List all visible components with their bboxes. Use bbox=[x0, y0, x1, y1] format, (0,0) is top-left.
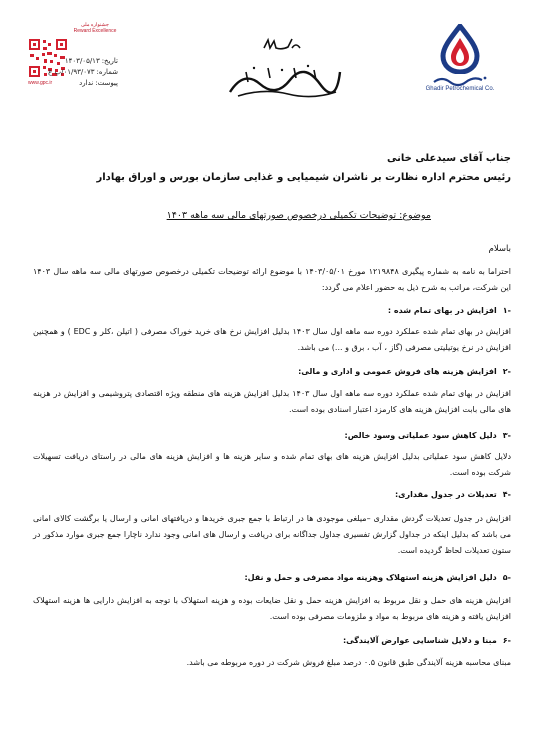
meta-number: شماره:۰۱/۹۳/۰۷۳/پ غ bbox=[48, 68, 118, 76]
subject-line: موضوع: توضیحات تکمیلی درخصوص صورتهای مالی سه ماهه ۱۴۰۳ bbox=[166, 210, 431, 221]
section-body: افزایش هزینه های حمل و نقل مربوط به افزایش هزینه حمل و نقل ضایعات بوده و هزینه استهلاک با توجه به افزایش دارایی ها هزینه استهلاک افزایش یافته و هزینه های مربوط به مواد و ملزومات مصرفی بوده است. bbox=[33, 596, 511, 621]
reference-block bbox=[28, 22, 118, 98]
logo-caption: Ghadir Petrochemical Co. bbox=[425, 86, 495, 92]
section-body: افزایش در جدول تعدیلات گردش مقداری –میلغی موجودی ها در ارتباط با جمع جبری خریدها و دریافتهای امانی و ارسال یا برگشت کالای امانی می باشد که بدلیل اینکه در جداول گزارش تفسیری جداول جداگانه برای دریافت و ارسال های امانی وجود ندارد ناچارا جمع جبری موارد مذکور در ستون تعدیلات لحاظ گردیده است. bbox=[33, 514, 511, 555]
excellence-badge-text: جشنواره ملی Reward Excellence bbox=[73, 22, 117, 34]
section-body: افزایش در بهای تمام شده عملکرد دوره سه ماهه اول سال ۱۴۰۳ بدلیل افزایش نرخ های خرید خوراک مصرفی ( اتیلن ،کلر و EDC ) و همچنین افزایش در نرخ یوتیلیتی مصرفی (گاز ، آب ، برق و ...) می باشد. bbox=[33, 327, 512, 352]
flame-drop-icon bbox=[439, 24, 481, 74]
section-heading: -۶مبنا و دلایل شناسایی عوارض آلایندگی: bbox=[342, 636, 511, 645]
section-body: دلایل کاهش سود عملیاتی بدلیل افزایش هزینه های بهای تمام شده و سایر هزینه ها و افزایش هزینه های مالی در راستای دریافت تسهیلات شرکت بوده است. bbox=[33, 452, 511, 477]
basmala-calligraphy-icon bbox=[262, 36, 302, 52]
meta-date: تاریخ:۱۴۰۳/۰۵/۱۳ bbox=[64, 57, 118, 65]
intro-paragraph: احتراما به نامه به شماره پیگیری ۱۲۱۹۸۴۸ مورخ ۱۴۰۳/۰۵/۰۱ با موضوع ارائه توضیحات تکمیلی درخصوص صورتهای مالی سه ماهه سال ۱۴۰۳ این شرکت، مراتب به شرح ذیل به حضور اعلام می گردد: bbox=[33, 267, 511, 292]
section-heading: -۵دلیل افزایش هزینه استهلاک وهزینه مواد مصرفی و حمل و نقل: bbox=[244, 573, 511, 582]
letter-meta bbox=[48, 56, 118, 89]
section-body: افزایش در بهای تمام شده عملکرد دوره سه ماهه اول سال ۱۴۰۳ بدلیل افزایش هزینه های منطقه ویژه اقتصادی پتروشیمی و افزایش در هزینه های مالی بابت افزایش هزینه های کارمزد اعتبار اسنادی بوده است. bbox=[33, 389, 512, 414]
section-heading: -۳دلیل کاهش سود عملیاتی وسود خالص: bbox=[344, 431, 511, 440]
section-heading: -۱افزایش در بهای تمام شده : bbox=[387, 306, 511, 315]
slogan-calligraphy-icon bbox=[224, 62, 344, 100]
section-heading: -۴تعدیلات در جدول مقداری: bbox=[394, 490, 511, 499]
company-logo bbox=[414, 24, 506, 96]
website-text: www.gpc.ir bbox=[28, 80, 53, 86]
section-body: مبنای محاسبه هزینه آلایندگی طبق قانون ۰.۵ درصد مبلغ فروش شرکت در دوره مربوطه می باشد. bbox=[186, 658, 511, 667]
addressee-title: رئیس محترم اداره نظارت بر ناشران شیمیایی و غذایی سازمان بورس و اوراق بهادار bbox=[96, 172, 511, 183]
company-wordmark-icon bbox=[430, 74, 490, 86]
addressee-name: جناب آقای سیدعلی خانی bbox=[387, 153, 511, 164]
meta-attachment: پیوست:ندارد bbox=[79, 79, 118, 87]
salutation: باسلام bbox=[488, 244, 511, 254]
section-heading: -۲افزایش هزینه های فروش عمومی و اداری و مالی: bbox=[298, 367, 511, 376]
excellence-badge bbox=[72, 22, 118, 34]
